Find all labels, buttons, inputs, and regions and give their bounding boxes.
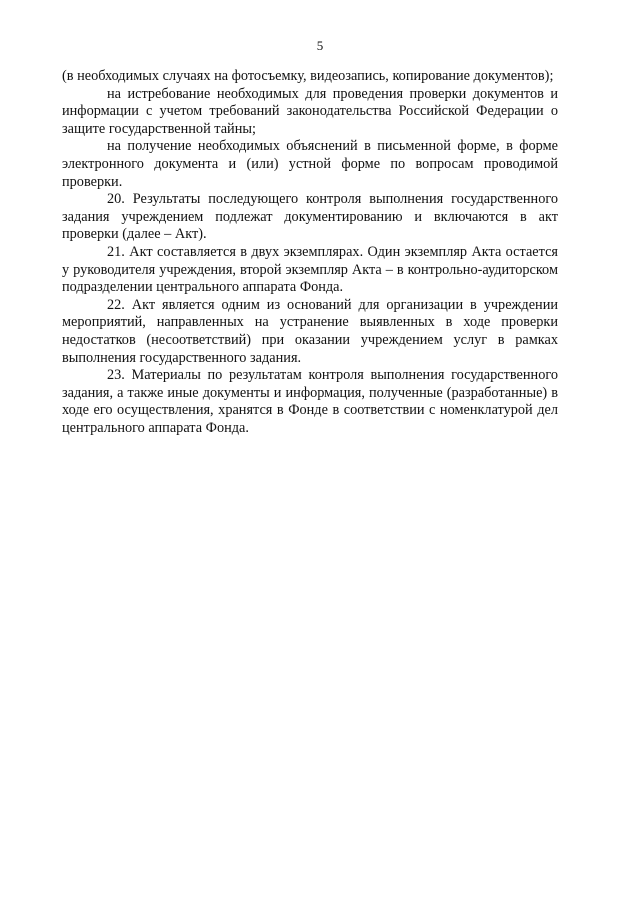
- document-body: [62, 68, 558, 437]
- paragraph-item-23: 23. Материалы по результатам контроля выполнения государственного задания, а также иные документы и информация, полученные (разработанные) в ходе его осуществления, хранятся в Фонде в соответствии с номенклатурой дел центрального аппарата Фонда.: [62, 367, 558, 436]
- paragraph-explanations: на получение необходимых объяснений в письменной форме, в форме электронного документа и (или) устной форме по вопросам проводимой проверки.: [62, 138, 558, 190]
- paragraph-continuation: (в необходимых случаях на фотосъемку, видеозапись, копирование документов);: [62, 68, 554, 84]
- paragraph-item-21: 21. Акт составляется в двух экземплярах. Один экземпляр Акта остается у руководителя учреждения, второй экземпляр Акта – в контрольно-аудиторском подразделении центрального аппарата Фонда.: [62, 243, 558, 296]
- paragraph-request-documents: на истребование необходимых для проведения проверки документов и информации с учетом требований законодательства Российской Федерации о защите государственной тайны;: [62, 85, 558, 137]
- page-number: 5: [316, 38, 324, 53]
- paragraph-item-20: 20. Результаты последующего контроля выполнения государственного задания учреждением подлежат документированию и включаются в акт проверки (далее – Акт).: [62, 191, 558, 243]
- paragraph-item-22: 22. Акт является одним из оснований для организации в учреждении мероприятий, направленных на устранение выявленных в ходе проверки недостатков (несоответствий) при оказании учреждением услуг в рамках выполнения государственного задания.: [62, 296, 558, 366]
